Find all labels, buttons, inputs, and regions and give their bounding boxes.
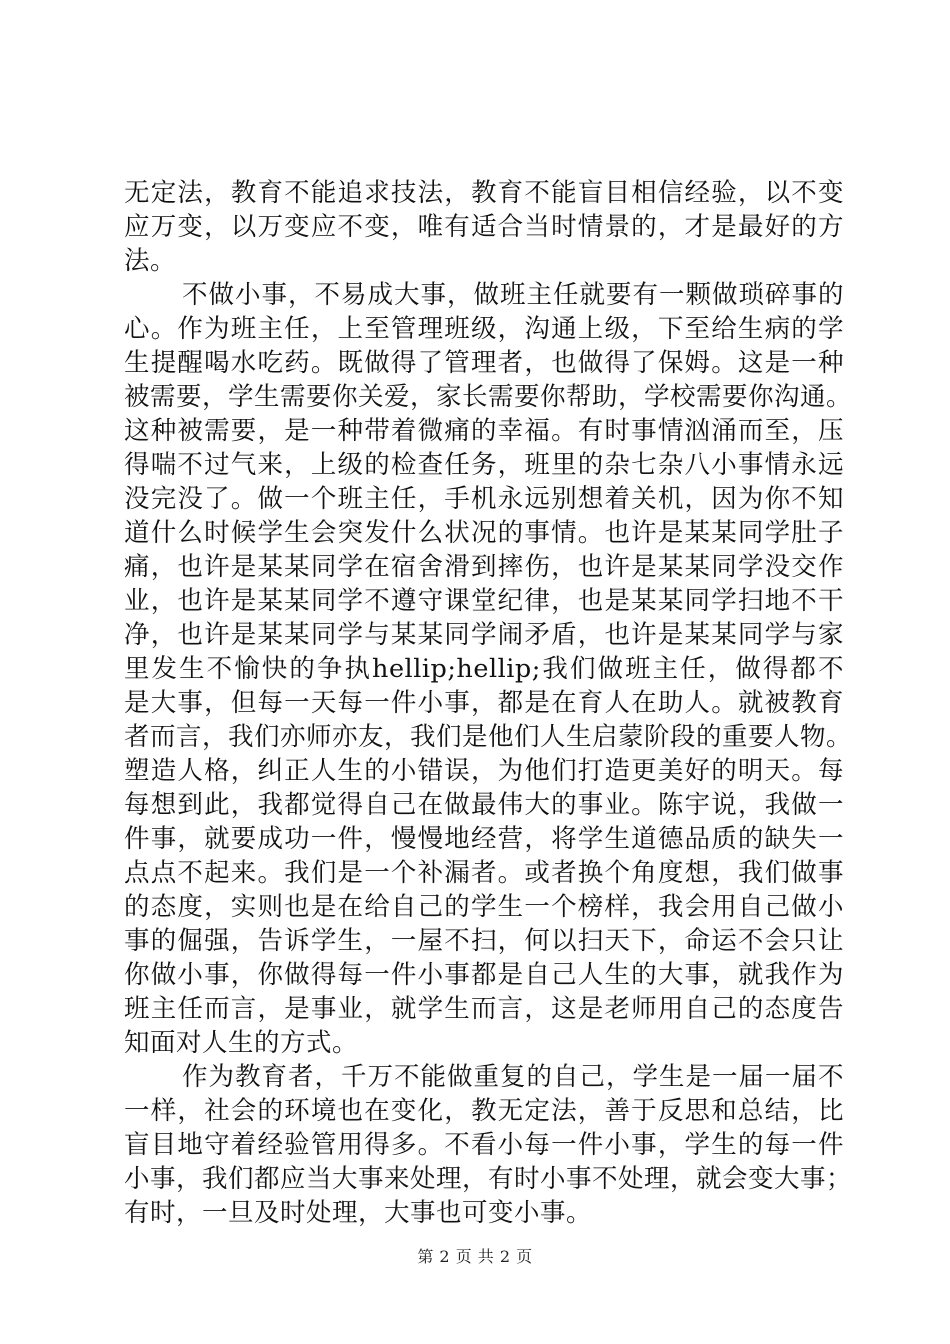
text-line: 净，也许是某某同学与某某同学闹矛盾，也许是某某同学与家 <box>124 620 844 650</box>
text-line: 是大事，但每一天每一件小事，都是在育人在助人。就被教育 <box>124 688 844 718</box>
text-line: 生提醒喝水吃药。既做得了管理者，也做得了保姆。这是一种 <box>124 348 844 378</box>
text-line: 点点不起来。我们是一个补漏者。或者换个角度想，我们做事 <box>124 858 844 888</box>
text-line: 法。 <box>124 246 177 276</box>
text-line: 心。作为班主任，上至管理班级，沟通上级，下至给生病的学 <box>124 314 844 344</box>
text-line: 作为教育者，千万不能做重复的自己，学生是一届一届不 <box>182 1062 844 1092</box>
text-line: 应万变，以万变应不变，唯有适合当时情景的，才是最好的方 <box>124 212 844 242</box>
text-line: 被需要，学生需要你关爱，家长需要你帮助，学校需要你沟通。 <box>124 382 853 412</box>
document-body <box>124 176 853 1230</box>
text-line: 事的倔强，告诉学生，一屋不扫，何以扫天下，命运不会只让 <box>124 926 844 956</box>
text-line: 小事，我们都应当大事来处理，有时小事不处理，就会变大事； <box>124 1164 853 1194</box>
text-line: 有时，一旦及时处理，大事也可变小事。 <box>124 1198 593 1228</box>
text-line: 业，也许是某某同学不遵守课堂纪律，也是某某同学扫地不干 <box>124 586 844 616</box>
text-line: 一样，社会的环境也在变化，教无定法，善于反思和总结，比 <box>124 1096 844 1126</box>
text-line: 盲目地守着经验管用得多。不看小每一件小事，学生的每一件 <box>124 1130 844 1160</box>
text-line: 者而言，我们亦师亦友，我们是他们人生启蒙阶段的重要人物。 <box>124 722 853 752</box>
text-line: 班主任而言，是事业，就学生而言，这是老师用自己的态度告 <box>124 994 844 1024</box>
text-line: 里发生不愉快的争执hellip;hellip;我们做班主任，做得都不 <box>124 654 844 684</box>
text-line: 得喘不过气来，上级的检查任务，班里的杂七杂八小事情永远 <box>124 450 844 480</box>
text-line: 无定法，教育不能追求技法，教育不能盲目相信经验，以不变 <box>124 178 844 208</box>
text-line: 每想到此，我都觉得自己在做最伟大的事业。陈宇说，我做一 <box>124 790 844 820</box>
text-line: 知面对人生的方式。 <box>124 1028 359 1058</box>
text-line: 的态度，实则也是在给自己的学生一个榜样，我会用自己做小 <box>124 892 844 922</box>
text-line: 你做小事，你做得每一件小事都是自己人生的大事，就我作为 <box>124 960 844 990</box>
text-line: 件事，就要成功一件，慢慢地经营，将学生道德品质的缺失一 <box>124 824 844 854</box>
text-line: 不做小事，不易成大事，做班主任就要有一颗做琐碎事的 <box>182 280 844 310</box>
text-line: 塑造人格，纠正人生的小错误，为他们打造更美好的明天。每 <box>124 756 844 786</box>
text-line: 道什么时候学生会突发什么状况的事情。也许是某某同学肚子 <box>124 518 844 548</box>
text-line: 痛，也许是某某同学在宿舍滑到摔伤，也许是某某同学没交作 <box>124 552 844 582</box>
text-line: 没完没了。做一个班主任，手机永远别想着关机，因为你不知 <box>124 484 844 514</box>
page-footer: 第 2 页 共 2 页 <box>417 1247 533 1266</box>
text-line: 这种被需要，是一种带着微痛的幸福。有时事情汹涌而至，压 <box>124 416 844 446</box>
